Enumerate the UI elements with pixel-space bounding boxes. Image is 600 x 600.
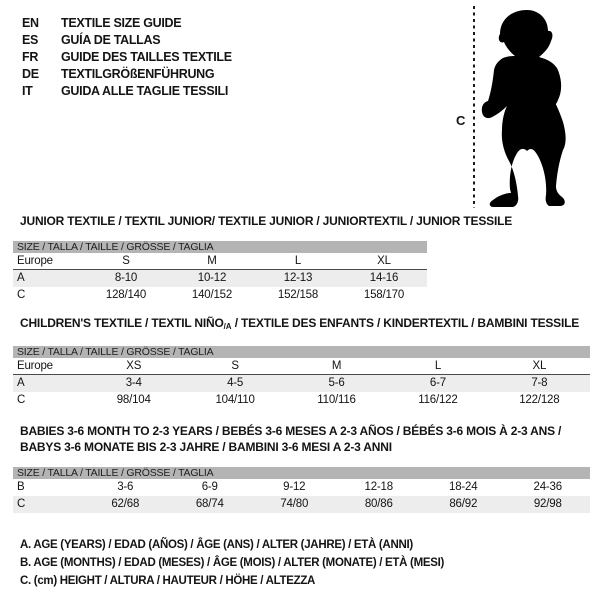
junior-size-table — [13, 241, 427, 304]
row-label: Europe — [17, 360, 53, 372]
table-row-height — [13, 496, 590, 513]
table-row-age-months — [13, 479, 590, 496]
lang-row-it — [22, 82, 232, 99]
babies-table-title — [20, 423, 561, 455]
size-cell: XS — [126, 360, 142, 372]
lang-row-fr — [22, 48, 232, 65]
size-cell: M — [207, 255, 217, 267]
row-label: B — [17, 481, 25, 493]
babies-title-line1: BABIES 3-6 MONTH TO 2-3 YEARS / BEBÉS 3-6 MESES A 2-3 AÑOS / BÉBÉS 3-6 MOIS À 2-3 ANS / — [20, 424, 562, 438]
size-cell: XL — [532, 360, 547, 372]
height-measure-label: C — [456, 113, 466, 128]
lang-row-de — [22, 65, 232, 82]
height-cell: 128/140 — [105, 289, 147, 301]
lang-title: GUÍA DE TALLAS — [61, 32, 161, 47]
age-cell: 24-36 — [533, 481, 562, 493]
size-cell: M — [331, 360, 342, 372]
lang-code: FR — [22, 49, 39, 64]
note-height-cm: C. (cm) HEIGHT / ALTURA / HAUTEUR / HÖHE / ALTEZZA — [20, 575, 316, 587]
height-cell: 92/98 — [533, 498, 562, 510]
height-cell: 80/86 — [364, 498, 393, 510]
lang-code: DE — [22, 66, 39, 81]
lang-code: IT — [22, 83, 33, 98]
note-age-months: B. AGE (MONTHS) / EDAD (MESES) / ÂGE (MOIS) / ALTER (MONATE) / ETÀ (MESI) — [20, 557, 445, 569]
age-cell: 14-16 — [369, 272, 399, 284]
size-header-bar: SIZE / TALLA / TAILLE / GRÖSSE / TAGLIA — [13, 467, 590, 479]
lang-title: TEXTILE SIZE GUIDE — [61, 15, 182, 30]
table-row-height — [13, 287, 427, 304]
table-row-age — [13, 375, 590, 392]
lang-title: TEXTILGRÖßENFÜHRUNG — [61, 66, 215, 81]
size-cell: XL — [377, 255, 391, 267]
babies-title-line2: BABYS 3-6 MONATE BIS 2-3 JAHRE / BAMBINI 3-6 MESI A 2-3 ANNI — [20, 440, 392, 454]
row-label: C — [17, 498, 26, 510]
height-cell: 152/158 — [277, 289, 319, 301]
table-row-europe — [13, 358, 590, 375]
children-title-subscript: /A — [223, 322, 232, 331]
age-cell: 4-5 — [227, 377, 244, 389]
lang-code: ES — [22, 32, 39, 47]
size-cell: S — [122, 255, 130, 267]
age-cell: 10-12 — [197, 272, 227, 284]
age-cell: 8-10 — [114, 272, 138, 284]
size-cell: S — [231, 360, 239, 372]
children-table-title — [20, 316, 579, 334]
lang-row-es — [22, 31, 232, 48]
table-row-europe — [13, 253, 427, 270]
table-row-height — [13, 392, 590, 409]
age-cell: 3-6 — [117, 481, 134, 493]
babies-size-table — [13, 467, 590, 513]
height-cell: 110/116 — [317, 394, 356, 406]
age-cell: 6-9 — [201, 481, 218, 493]
age-cell: 12-18 — [364, 481, 393, 493]
age-cell: 7-8 — [531, 377, 548, 389]
children-title-suffix: / TEXTILE DES ENFANTS / KINDERTEXTIL / BAMBINI TESSILE — [231, 316, 580, 330]
height-cell: 104/110 — [215, 394, 255, 406]
children-size-table — [13, 346, 590, 409]
baby-silhouette-figure — [455, 0, 600, 215]
height-cell: 116/122 — [418, 394, 458, 406]
row-label: C — [17, 289, 26, 301]
height-cell: 86/92 — [449, 498, 478, 510]
baby-icon — [482, 10, 566, 207]
size-cell: L — [434, 360, 442, 372]
age-cell: 3-4 — [125, 377, 142, 389]
row-label: Europe — [17, 255, 53, 267]
legend-notes — [20, 536, 444, 590]
height-cell: 62/68 — [111, 498, 140, 510]
table-row-age — [13, 270, 427, 287]
age-cell: 18-24 — [449, 481, 478, 493]
size-header-bar: SIZE / TALLA / TAILLE / GRÖSSE / TAGLIA — [13, 241, 427, 253]
height-cell: 98/104 — [116, 394, 151, 406]
row-label: A — [17, 272, 25, 284]
language-legend — [22, 14, 232, 99]
height-cell: 74/80 — [280, 498, 309, 510]
height-cell: 158/170 — [363, 289, 405, 301]
height-cell: 140/152 — [191, 289, 233, 301]
lang-title: GUIDE DES TAILLES TEXTILE — [61, 49, 232, 64]
height-cell: 68/74 — [195, 498, 224, 510]
size-cell: L — [294, 255, 302, 267]
lang-title: GUIDA ALLE TAGLIE TESSILI — [61, 83, 229, 98]
lang-code: EN — [22, 15, 39, 30]
children-title-prefix: CHILDREN'S TEXTILE / TEXTIL NIÑO — [20, 316, 224, 330]
row-label: A — [17, 377, 25, 389]
size-header-bar: SIZE / TALLA / TAILLE / GRÖSSE / TAGLIA — [13, 346, 590, 358]
age-cell: 6-7 — [429, 377, 446, 389]
age-cell: 5-6 — [328, 377, 345, 389]
lang-row-en — [22, 14, 232, 31]
age-cell: 12-13 — [283, 272, 313, 284]
row-label: C — [17, 394, 26, 406]
age-cell: 9-12 — [283, 481, 306, 493]
height-cell: 122/128 — [519, 394, 560, 406]
note-age-years: A. AGE (YEARS) / EDAD (AÑOS) / ÂGE (ANS) / ALTER (JAHRE) / ETÀ (ANNI) — [20, 539, 413, 551]
junior-table-title: JUNIOR TEXTILE / TEXTIL JUNIOR/ TEXTILE JUNIOR / JUNIORTEXTIL / JUNIOR TESSILE — [20, 214, 513, 228]
